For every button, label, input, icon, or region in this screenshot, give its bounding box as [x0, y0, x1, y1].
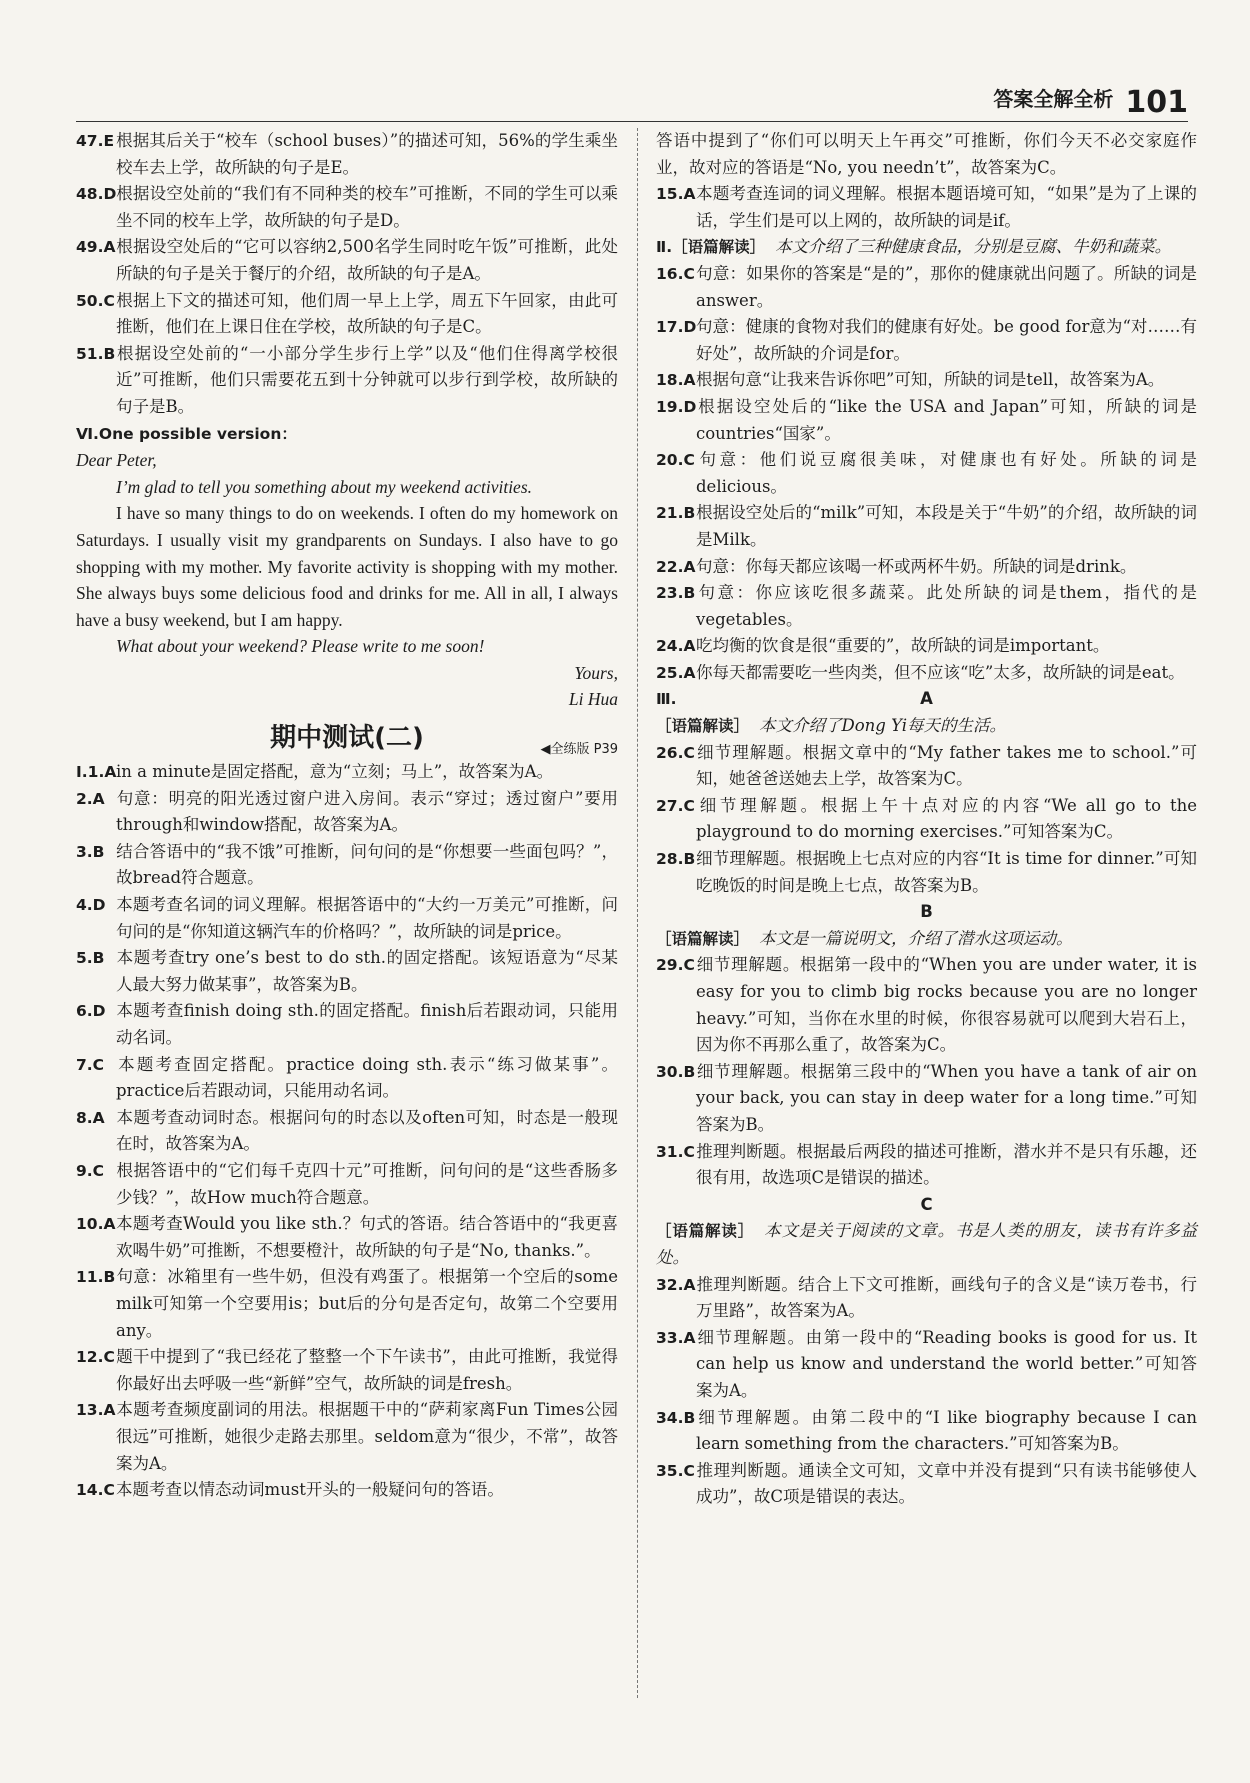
column-divider [637, 128, 638, 1698]
answer-item [76, 1264, 618, 1344]
answer-item [656, 1139, 1197, 1192]
answer-number: 27.C [656, 796, 695, 815]
part-c-intro-tag: ［语篇解读］ [656, 1222, 755, 1241]
answer-number: 19.D [656, 397, 697, 416]
answer-explanation: 句意：冰箱里有一些牛奶，但没有鸡蛋了。根据第一个空后的some milk可知第一个空要用is；but后的分句是否定句，故第二个空要用any。 [116, 1267, 618, 1340]
answer-number: 12.C [76, 1348, 115, 1367]
section-ii-text: 本文介绍了三种健康食品，分别是豆腐、牛奶和蔬菜。 [775, 237, 1172, 257]
answer-number: 35.C [656, 1461, 695, 1480]
answer-number: 4.D [76, 896, 106, 915]
answer-item [656, 633, 1197, 660]
answer-number: 28.B [656, 850, 696, 869]
answer-number: 30.B [656, 1062, 696, 1081]
answer-number: 5.B [76, 949, 105, 968]
page-number: 101 [1125, 85, 1188, 120]
answer-explanation: 句意：他们说豆腐很美味，对健康也有好处。所缺的词是delicious。 [696, 450, 1197, 496]
answer-number: 20.C [656, 451, 695, 470]
answer-explanation: 细节理解题。根据第一段中的“When you are under water, it is easy for you to climb big rocks because you are no longer heavy.”可知，当你在水里的时候，你很容易就可以爬到大岩石上，因为你不再那么重了，故答案为C。 [696, 955, 1197, 1055]
answer-item [76, 945, 618, 998]
answer-item [656, 846, 1197, 899]
answer-explanation: 题干中提到了“我已经花了整整一个下午读书”，由此可推断，我觉得你最好出去呼吸一些“新鲜”空气，故所缺的词是fresh。 [116, 1347, 618, 1393]
answer-explanation: 本题考查finish doing sth.的固定搭配。finish后若跟动词，只能用动名词。 [116, 1001, 618, 1047]
answer-explanation: 本题考查名词的词义理解。根据答语中的“大约一万美元”可推断，问句问的是“你知道这辆汽车的价格吗？”，故所缺的词是price。 [116, 895, 618, 941]
answer-explanation: 句意：你每天都应该喝一杯或两杯牛奶。所缺的词是drink。 [696, 556, 1137, 576]
answer-explanation: 推理判断题。结合上下文可推断，画线句子的含义是“读万卷书，行万里路”，故答案为A。 [696, 1274, 1197, 1321]
answer-number: 2.A [76, 789, 105, 808]
answer-number: 18.A [656, 371, 696, 390]
answer-number: 29.C [656, 956, 695, 975]
answer-item [656, 500, 1197, 553]
midterm-heading [76, 717, 618, 759]
continued-answer-14: 答语中提到了“你们可以明天上午再交”可推断，你们今天不必交家庭作业，故对应的答语是“No, you needn’t”，故答案为C。 [656, 131, 1197, 177]
answer-explanation: 句意：你应该吃很多蔬菜。此处所缺的词是them，指代的是vegetables。 [696, 583, 1197, 629]
answer-number: 14.C [76, 1481, 115, 1500]
answer-number: 9.C [76, 1161, 105, 1180]
answer-item [76, 234, 618, 287]
answer-number: 24.A [656, 637, 696, 656]
answer-item [656, 314, 1197, 367]
answer-number: Ⅰ.1.A [76, 763, 117, 782]
letter-sign-name: Li Hua [568, 689, 618, 710]
answer-number: 34.B [656, 1408, 696, 1427]
answer-item [76, 892, 618, 945]
answer-item [656, 1405, 1197, 1458]
part-b-label: B [920, 902, 933, 922]
answer-number: 6.D [76, 1002, 106, 1021]
right-answer-list-e [656, 1272, 1197, 1511]
right-answer-list-a [656, 181, 1197, 234]
answer-item [76, 1052, 618, 1105]
answer-explanation: 根据设空处前的“一小部分学生步行上学”以及“他们住得离学校很近”可推断，他们只需要花五到十分钟就可以步行到学校，故所缺的句子是B。 [116, 343, 618, 416]
answer-item [656, 580, 1197, 633]
answer-number: 26.C [656, 743, 695, 762]
sample-letter [76, 447, 618, 713]
answer-item [76, 1477, 618, 1504]
section-vi-label: Ⅵ.One possible version： [76, 424, 297, 443]
answer-item [656, 181, 1197, 234]
letter-sign-yours: Yours, [574, 662, 618, 683]
letter-opening: I’m glad to tell you something about my weekend activities. [116, 476, 533, 497]
answer-number: 15.A [656, 185, 696, 204]
answer-number: 11.B [76, 1268, 116, 1287]
answer-number: 10.A [76, 1215, 116, 1234]
answer-explanation: 句意：健康的食物对我们的健康有好处。be good for意为“对……有好处”，故所缺的介词是for。 [696, 317, 1197, 363]
answer-explanation: 细节理解题。由第二段中的“I like biography because I can learn something from the characters.”可知答案为B。 [696, 1407, 1197, 1454]
answer-number: 33.A [656, 1328, 696, 1347]
answer-item [76, 341, 618, 421]
answer-explanation: 结合答语中的“我不饿”可推断，问句问的是“你想要一些面包吗？”，故bread符合题意。 [116, 841, 618, 888]
section-ii-intro [656, 234, 1197, 261]
answer-explanation: 吃均衡的饮食是很“重要的”，故所缺的词是important。 [696, 636, 1110, 656]
part-a-intro [656, 713, 1197, 740]
answer-explanation: 本题考查以情态动词must开头的一般疑问句的答语。 [116, 1480, 504, 1500]
answer-item [656, 660, 1197, 687]
answer-item [76, 759, 618, 786]
answer-explanation: 细节理解题。由第一段中的“Reading books is good for us. It can help us know and understand the world better.”可知答案为A。 [696, 1327, 1197, 1400]
part-a-label: A [920, 689, 933, 709]
answer-item [656, 554, 1197, 581]
answer-explanation: 本题考查连词的词义理解。根据本题语境可知，“如果”是为了上课的话，学生们是可以上网的，故所缺的词是if。 [696, 184, 1197, 230]
right-answer-list-b [656, 261, 1197, 687]
midterm-title: 期中测试(二) [270, 723, 424, 754]
answer-number: 3.B [76, 842, 105, 861]
answer-item [656, 261, 1197, 314]
answer-number: 21.B [656, 504, 696, 523]
answer-explanation: in a minute是固定搭配，意为“立刻；马上”，故答案为A。 [116, 762, 554, 782]
answer-item [76, 128, 618, 181]
answer-number: 51.B [76, 344, 116, 363]
answer-number: 25.A [656, 663, 696, 682]
part-b-intro-text: 本文是一篇说明文，介绍了潜水这项运动。 [759, 928, 1073, 948]
part-a-intro-tag: ［语篇解读］ [656, 717, 750, 736]
answer-number: 32.A [656, 1275, 696, 1294]
part-c-label: C [920, 1194, 933, 1214]
answer-item [656, 793, 1197, 846]
answer-explanation: 根据答语中的“它们每千克四十元”可推断，问句问的是“这些香肠多少钱？”，故How much符合题意。 [116, 1160, 618, 1207]
answer-number: 23.B [656, 584, 696, 603]
answer-item [656, 394, 1197, 447]
answer-item [76, 786, 618, 839]
header-rule [76, 121, 1188, 122]
part-c-intro-text: 本文是关于阅读的文章。书是人类的朋友，读书有许多益处。 [656, 1221, 1197, 1267]
answer-item [656, 1325, 1197, 1405]
answer-explanation: 本题考查动词时态。根据问句的时态以及often可知，时态是一般现在时，故答案为A。 [116, 1107, 618, 1154]
left-answer-list-b [76, 759, 618, 1504]
answer-number: 47.E [76, 132, 115, 150]
answer-item [656, 367, 1197, 394]
answer-explanation: 句意：如果你的答案是“是的”，那你的健康就出问题了。所缺的词是answer。 [696, 263, 1197, 310]
answer-explanation: 本题考查Would you like sth.？句式的答语。结合答语中的“我更喜欢喝牛奶”可推断，不想要橙汁，故所缺的句子是“No, thanks.”。 [116, 1214, 618, 1260]
answer-explanation: 本题考查try one’s best to do sth.的固定搭配。该短语意为“尽某人最大努力做某事”，故答案为B。 [116, 948, 618, 994]
answer-explanation: 根据设空处后的“milk”可知，本段是关于“牛奶”的介绍，故所缺的词是Milk。 [696, 503, 1197, 549]
answer-explanation: 根据设空处前的“我们有不同种类的校车”可推断，不同的学生可以乘坐不同的校车上学，故所缺的句子是D。 [116, 184, 618, 230]
practice-book-ref: ◀全练版 P39 [540, 742, 618, 758]
answer-explanation: 细节理解题。根据文章中的“My father takes me to school.”可知，她爸爸送她去上学，故答案为C。 [696, 742, 1197, 789]
answer-explanation: 根据上下文的描述可知，他们周一早上上学，周五下午回家，由此可推断，他们在上课日住在学校，故所缺的句子是C。 [116, 290, 618, 337]
answer-item [76, 1105, 618, 1158]
answer-explanation: 推理判断题。根据最后两段的描述可推断，潜水并不是只有乐趣，还很有用，故选项C是错误的描述。 [696, 1141, 1197, 1188]
section-iii-row [656, 686, 1197, 713]
answer-item [76, 998, 618, 1051]
answer-number: 50.C [76, 291, 115, 310]
answer-item [76, 288, 618, 341]
letter-body: I have so many things to do on weekends. I often do my homework on Saturdays. I usually visit my grandparents on Sundays. I also have to go shopping with my mother. My favorite activity is shopping with my mother. She always buys some delicious food and drinks for me. All in all, I always have a busy weekend, but I am happy. [76, 503, 618, 630]
answer-item [656, 447, 1197, 500]
answer-explanation: 本题考查固定搭配。practice doing sth.表示“练习做某事”。practice后若跟动词，只能用动名词。 [116, 1054, 618, 1101]
answer-explanation: 根据设空处后的“它可以容纳2,500名学生同时吃午饭”可推断，此处所缺的句子是关于餐厅的介绍，故所缺的句子是A。 [116, 237, 618, 283]
letter-salutation: Dear Peter, [76, 450, 157, 471]
section-iii-label: Ⅲ. [656, 690, 677, 709]
answer-explanation: 根据设空处后的“like the USA and Japan”可知，所缺的词是countries“国家”。 [696, 396, 1197, 443]
answer-number: 7.C [76, 1055, 105, 1074]
answer-explanation: 细节理解题。根据上午十点对应的内容“We all go to the playground to do morning exercises.”可知答案为C。 [696, 795, 1197, 842]
answer-item [76, 1158, 618, 1211]
answer-number: 48.D [76, 185, 117, 204]
left-answer-list-a [76, 128, 618, 421]
answer-item [656, 1458, 1197, 1511]
answer-number: 8.A [76, 1108, 105, 1127]
right-column [656, 128, 1197, 1511]
answer-explanation: 你每天都需要吃一些肉类，但不应该“吃”太多，故所缺的词是eat。 [696, 662, 1185, 682]
answer-item [656, 740, 1197, 793]
section-ii-label: Ⅱ.［语篇解读］ [656, 238, 766, 257]
answer-item [76, 181, 618, 234]
header-title: 答案全解全析 [993, 87, 1114, 111]
answer-item [656, 1272, 1197, 1325]
answer-explanation: 根据句意“让我来告诉你吧”可知，所缺的词是tell，故答案为A。 [696, 370, 1165, 390]
answer-item [76, 1344, 618, 1397]
answer-item [656, 1059, 1197, 1139]
answer-number: 31.C [656, 1142, 695, 1161]
answer-item [76, 839, 618, 892]
page-header [993, 74, 1188, 118]
part-b-intro-tag: ［语篇解读］ [656, 929, 750, 948]
part-b-intro [656, 926, 1197, 953]
answer-number: 16.C [656, 264, 695, 283]
answer-item [76, 1397, 618, 1477]
answer-number: 49.A [76, 238, 116, 257]
answer-explanation: 细节理解题。根据晚上七点对应的内容“It is time for dinner.”可知吃晚饭的时间是晚上七点，故答案为B。 [696, 849, 1197, 895]
answer-explanation: 本题考查频度副词的用法。根据题干中的“萨莉家离Fun Times公园很远”可推断，她很少走路去那里。seldom意为“很少，不常”，故答案为A。 [116, 1400, 618, 1473]
part-c-intro [656, 1218, 1197, 1271]
right-answer-list-d [656, 952, 1197, 1191]
answer-explanation: 推理判断题。通读全文可知，文章中并没有提到“只有读书能够使人成功”，故C项是错误的表达。 [696, 1460, 1197, 1507]
answer-explanation: 根据其后关于“校车（school buses）”的描述可知，56%的学生乘坐校车去上学，故所缺的句子是E。 [116, 131, 618, 177]
answer-number: 22.A [656, 557, 696, 576]
answer-number: 17.D [656, 318, 697, 337]
left-column [76, 128, 618, 1504]
right-answer-list-c [656, 740, 1197, 900]
letter-closing: What about your weekend? Please write to me soon! [116, 636, 485, 657]
answer-item [656, 952, 1197, 1058]
answer-item [76, 1211, 618, 1264]
part-a-intro-text: 本文介绍了Dong Yi每天的生活。 [759, 716, 1006, 736]
answer-explanation: 句意：明亮的阳光透过窗户进入房间。表示“穿过；透过窗户”要用through和window搭配，故答案为A。 [116, 788, 618, 835]
answer-explanation: 细节理解题。根据第三段中的“When you have a tank of air on your back, you can stay in deep water for a long time.”可知答案为B。 [696, 1061, 1197, 1134]
answer-number: 13.A [76, 1401, 116, 1420]
